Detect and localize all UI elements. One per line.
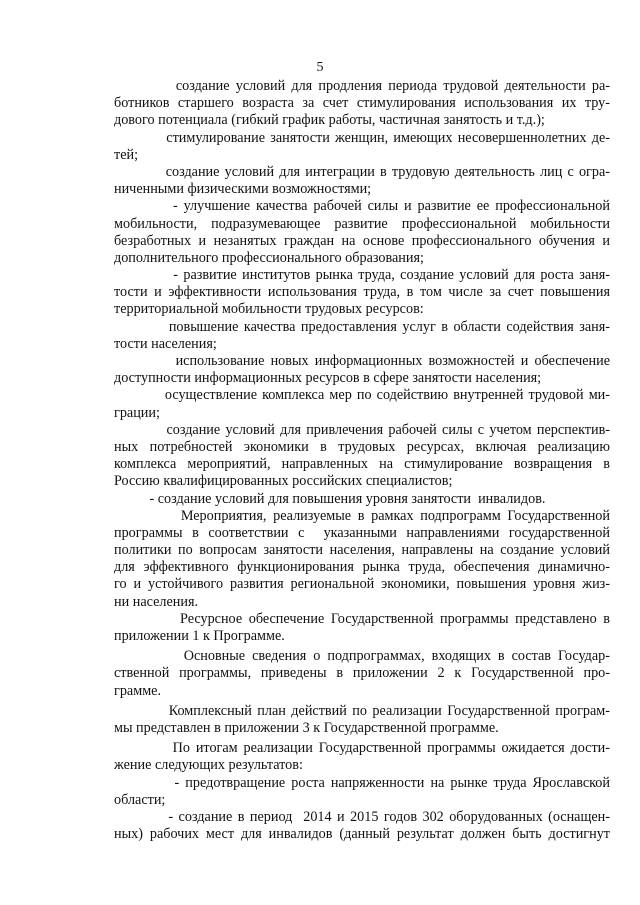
body-text	[114, 78, 610, 843]
text-line: области;	[114, 791, 166, 808]
text-line: - создание условий для повышения уровня занятости инвалидов.	[114, 490, 546, 507]
text-line: - улучшение качества рабочей силы и развитие ее профессиональной	[114, 198, 610, 215]
text-line: ных потребностей экономики в трудовых ресурсах, включая реализацию	[114, 438, 610, 455]
text-line: ниченными физическими возможностями;	[114, 181, 372, 198]
text-line: - развитие институтов рынка труда, создание условий для роста заня-	[114, 267, 610, 284]
text-line: безработных и незанятых граждан на основе профессионального обучения и	[114, 232, 610, 249]
text-line: Комплексный план действий по реализации Государственной програм-	[114, 702, 610, 719]
text-line: ных) рабочих мест для инвалидов (данный результат должен быть достигнут	[114, 826, 610, 843]
text-line: комплекса мероприятий, направленных на стимулирование возвращения в	[114, 456, 610, 473]
text-line: создание условий для интеграции в трудовую деятельность лиц с огра-	[114, 163, 610, 180]
text-line: жение следующих результатов:	[114, 757, 303, 774]
text-line: приложении 1 к Программе.	[114, 628, 285, 644]
text-line: тей;	[114, 146, 139, 163]
text-line: доступности информационных ресурсов в сфере занятости населения;	[114, 370, 542, 387]
text-line: создание условий для привлечения рабочей силы с учетом перспектив-	[114, 421, 610, 438]
text-line: политики по вопросам занятости населения, направлены на создание условий	[114, 542, 610, 559]
text-line: Основные сведения о подпрограммах, входящих в состав Государ-	[114, 648, 610, 665]
text-line: тости населения;	[114, 335, 217, 352]
text-line: мобильности, подразумевающее развитие профессиональной мобильности	[114, 215, 610, 232]
text-line: территориальной мобильности трудовых ресурсов:	[114, 301, 424, 318]
text-line: для эффективного функционирования рынка труда, обеспечения динамично-	[114, 559, 610, 576]
text-line: ственной программы, приведены в приложении 2 к Государственной про-	[114, 665, 610, 682]
text-line: грамме.	[114, 682, 162, 699]
text-line: использование новых информационных возможностей и обеспечение	[114, 353, 610, 369]
text-line: мы представлен в приложении 3 к Государственной программе.	[114, 719, 499, 736]
text-line: создание условий для продления периода трудовой деятельности ра-	[114, 78, 610, 94]
text-line: - создание в период 2014 и 2015 годов 302 оборудованных (оснащен-	[114, 808, 610, 825]
text-line: тости и эффективности использования труда, в том числе за счет повышения	[114, 284, 610, 301]
text-line: По итогам реализации Государственной программы ожидается дости-	[114, 740, 610, 757]
text-line: Мероприятия, реализуемые в рамках подпрограмм Государственной	[114, 507, 610, 524]
text-line: повышение качества предоставления услуг в области содействия заня-	[114, 318, 610, 335]
text-line: - предотвращение роста напряженности на рынке труда Ярославской	[114, 774, 610, 791]
text-line: ни населения.	[114, 593, 199, 610]
text-line: осуществление комплекса мер по содействию внутренней трудовой ми-	[114, 387, 610, 404]
page-number: 5	[316, 60, 324, 75]
text-line: дового потенциала (гибкий график работы, частичная занятость и т.д.);	[114, 112, 545, 129]
text-line: программы в соответствии с указанными направлениями государственной	[114, 524, 610, 541]
text-line: стимулирование занятости женщин, имеющих несовершеннолетних де-	[114, 129, 610, 146]
text-line: го и устойчивого развития региональной экономики, повышения уровня жиз-	[114, 576, 610, 593]
text-line: грации;	[114, 404, 160, 421]
text-line: дополнительного профессионального образования;	[114, 249, 424, 266]
text-line: Ресурсное обеспечение Государственной программы представлено в	[114, 610, 610, 627]
text-line: ботников старшего возраста за счет стимулирования использования их тру-	[114, 95, 610, 112]
text-line: Россию квалифицированных российских специалистов;	[114, 473, 453, 490]
